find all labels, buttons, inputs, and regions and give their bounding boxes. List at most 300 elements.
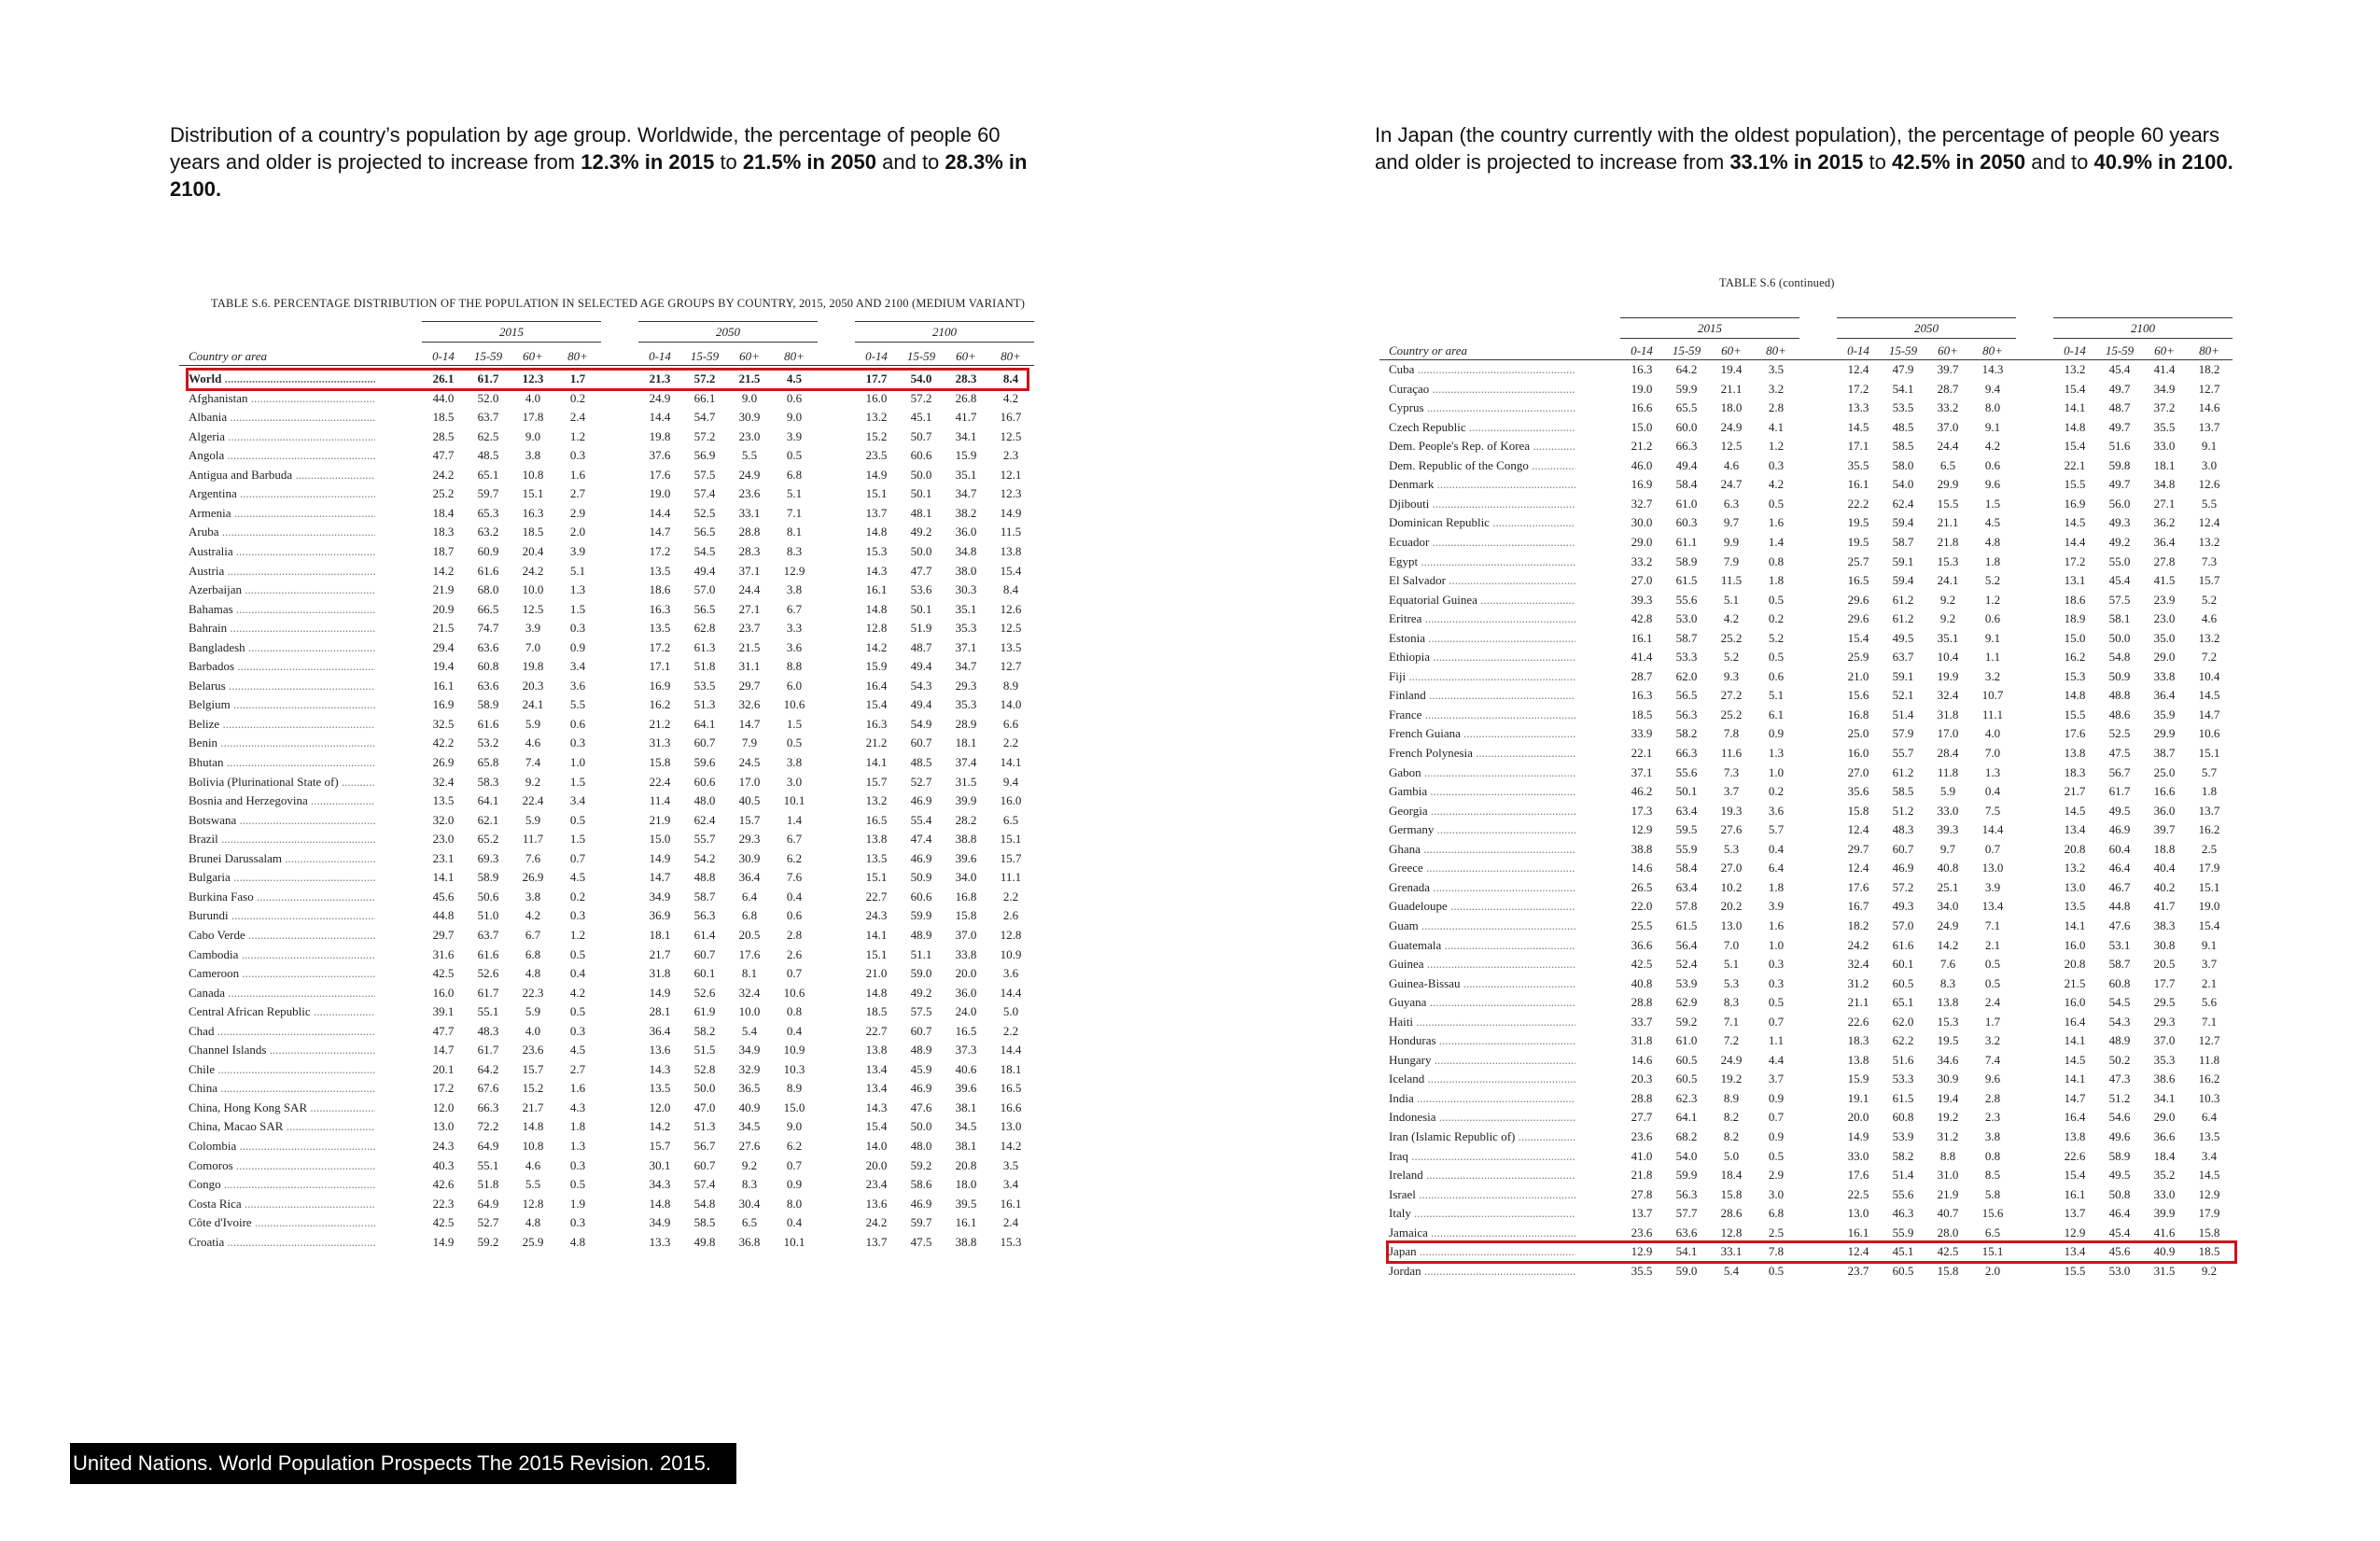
value-cell: 61.6: [477, 716, 499, 731]
value-cell: 2.7: [569, 1061, 586, 1076]
value-cell: 49.4: [910, 659, 932, 674]
value-cell: 16.1: [1847, 477, 1869, 492]
value-cell: 25.2: [1720, 707, 1743, 721]
value-cell: 10.8: [522, 1139, 544, 1153]
value-cell: 55.6: [1892, 1186, 1914, 1201]
value-cell: 24.9: [1720, 1052, 1743, 1067]
value-cell: 55.9: [1675, 841, 1698, 856]
value-cell: 8.1: [741, 966, 758, 981]
value-cell: 12.7: [1000, 659, 1022, 674]
value-cell: 50.8: [2108, 1186, 2131, 1201]
value-cell: 0.6: [569, 716, 586, 731]
value-cell: 37.0: [1937, 419, 1959, 434]
value-cell: 58.9: [477, 697, 499, 712]
value-cell: 1.8: [1984, 553, 2001, 568]
value-cell: 15.1: [865, 870, 888, 885]
value-cell: 37.1: [955, 639, 977, 654]
value-cell: 49.5: [1892, 630, 1914, 645]
country-name: Ecuador .....: [1389, 535, 1575, 550]
value-cell: 8.4: [1002, 371, 1019, 385]
value-cell: 41.4: [2153, 362, 2176, 376]
value-cell: 45.1: [910, 410, 932, 425]
value-cell: 2.0: [1984, 1263, 2001, 1278]
value-cell: 4.5: [569, 870, 586, 885]
value-cell: 33.0: [1937, 803, 1959, 818]
value-cell: 0.6: [786, 908, 803, 923]
value-cell: 15.5: [1937, 496, 1959, 511]
value-cell: 14.9: [432, 1234, 455, 1249]
table-row: [1379, 535, 2243, 553]
age-group-header: 60+: [523, 349, 543, 363]
value-cell: 15.5: [2064, 1263, 2086, 1278]
value-cell: 3.9: [1768, 899, 1785, 914]
value-cell: 10.0: [522, 582, 544, 597]
table-row: [1379, 880, 2243, 899]
value-cell: 9.7: [1723, 515, 1740, 530]
value-cell: 18.1: [955, 735, 977, 750]
value-cell: 10.9: [1000, 946, 1022, 961]
value-cell: 48.9: [910, 927, 932, 942]
value-cell: 21.2: [865, 735, 888, 750]
age-group-header: 0-14: [432, 349, 455, 363]
value-cell: 13.7: [865, 1234, 888, 1249]
value-cell: 4.6: [525, 1157, 541, 1172]
value-cell: 34.9: [649, 1215, 671, 1230]
value-cell: 28.5: [432, 428, 455, 443]
value-cell: 15.5: [2064, 477, 2086, 492]
value-cell: 52.6: [693, 985, 716, 1000]
value-cell: 3.7: [1723, 784, 1740, 799]
value-cell: 62.2: [1892, 1033, 1914, 1048]
value-cell: 2.0: [569, 525, 586, 539]
value-cell: 48.9: [2108, 1033, 2131, 1048]
value-cell: 61.2: [1892, 764, 1914, 779]
value-cell: 49.4: [693, 563, 716, 578]
value-cell: 34.0: [955, 870, 977, 885]
table-row: [1379, 669, 2243, 688]
value-cell: 14.2: [432, 563, 455, 578]
table-row: [179, 1081, 1029, 1100]
country-name: Dominican Republic .....: [1389, 515, 1575, 530]
value-cell: 0.4: [786, 1023, 803, 1038]
value-cell: 22.6: [2064, 1148, 2086, 1163]
value-cell: 15.2: [865, 428, 888, 443]
table-row: [1379, 976, 2243, 995]
value-cell: 12.8: [1720, 1225, 1743, 1240]
table-row: [179, 1235, 1029, 1254]
value-cell: 13.4: [2064, 822, 2086, 837]
value-cell: 13.2: [865, 793, 888, 808]
table-row: [1379, 1206, 2243, 1225]
table-row: [179, 793, 1029, 812]
country-name: Canada .....: [189, 986, 375, 1001]
value-cell: 13.4: [865, 1061, 888, 1076]
table-row: [1379, 497, 2243, 515]
value-cell: 60.3: [1675, 515, 1698, 530]
value-cell: 5.9: [525, 812, 541, 827]
value-cell: 8.1: [786, 525, 803, 539]
value-cell: 57.2: [693, 428, 716, 443]
table-row: [179, 506, 1029, 525]
value-cell: 54.0: [1892, 477, 1914, 492]
value-cell: 51.8: [693, 659, 716, 674]
value-cell: 6.1: [1768, 707, 1785, 721]
table-row: [1379, 573, 2243, 592]
value-cell: 1.5: [569, 601, 586, 616]
value-cell: 36.6: [1631, 937, 1653, 952]
value-cell: 29.7: [432, 927, 455, 942]
value-cell: 0.3: [569, 448, 586, 463]
value-cell: 37.4: [955, 755, 977, 769]
value-cell: 10.3: [2198, 1090, 2220, 1105]
value-cell: 9.0: [525, 428, 541, 443]
value-cell: 58.2: [693, 1023, 716, 1038]
value-cell: 9.2: [1939, 611, 1956, 626]
value-cell: 63.6: [477, 678, 499, 693]
value-cell: 7.5: [1984, 803, 2001, 818]
value-cell: 14.4: [649, 505, 671, 520]
value-cell: 61.6: [477, 563, 499, 578]
value-cell: 61.5: [1892, 1090, 1914, 1105]
value-cell: 61.2: [1892, 592, 1914, 607]
country-name: Grenada .....: [1389, 880, 1575, 895]
value-cell: 7.6: [525, 850, 541, 865]
value-cell: 12.6: [1000, 601, 1022, 616]
value-cell: 16.3: [1631, 688, 1653, 703]
value-cell: 16.9: [649, 678, 671, 693]
value-cell: 29.7: [738, 678, 761, 693]
value-cell: 13.3: [1847, 400, 1869, 415]
table-row: [179, 735, 1029, 754]
value-cell: 24.2: [865, 1215, 888, 1230]
value-cell: 53.3: [1675, 650, 1698, 665]
value-cell: 9.7: [1939, 841, 1956, 856]
value-cell: 24.7: [1720, 477, 1743, 492]
value-cell: 61.5: [1675, 918, 1698, 932]
table-row: [179, 1100, 1029, 1119]
value-cell: 60.7: [693, 735, 716, 750]
value-cell: 22.1: [2064, 457, 2086, 472]
value-cell: 59.2: [477, 1234, 499, 1249]
value-cell: 14.4: [1000, 985, 1022, 1000]
value-cell: 48.8: [2108, 688, 2131, 703]
value-cell: 14.5: [2064, 1052, 2086, 1067]
value-cell: 40.5: [738, 793, 761, 808]
value-cell: 3.8: [525, 448, 541, 463]
value-cell: 58.4: [1675, 861, 1698, 876]
value-cell: 2.8: [786, 927, 803, 942]
value-cell: 15.9: [865, 659, 888, 674]
value-cell: 1.0: [569, 755, 586, 769]
value-cell: 61.1: [1675, 534, 1698, 549]
country-name: Egypt .....: [1389, 554, 1575, 569]
country-name: Dem. Republic of the Congo .....: [1389, 458, 1575, 473]
country-name: China, Hong Kong SAR .....: [189, 1100, 375, 1115]
value-cell: 12.5: [1000, 428, 1022, 443]
value-cell: 5.1: [1768, 688, 1785, 703]
value-cell: 63.7: [477, 927, 499, 942]
value-cell: 42.5: [432, 1215, 455, 1230]
value-cell: 53.9: [1675, 975, 1698, 990]
value-cell: 16.3: [649, 601, 671, 616]
age-group-header: 15-59: [1888, 343, 1918, 357]
country-name: Cabo Verde .....: [189, 928, 375, 943]
value-cell: 48.1: [910, 505, 932, 520]
value-cell: 1.4: [786, 812, 803, 827]
value-cell: 62.8: [693, 621, 716, 636]
value-cell: 21.0: [865, 966, 888, 981]
country-name: Fiji .....: [1389, 669, 1575, 684]
value-cell: 11.7: [522, 832, 544, 847]
value-cell: 20.8: [2064, 957, 2086, 972]
value-cell: 59.9: [910, 908, 932, 923]
value-cell: 16.6: [1631, 400, 1653, 415]
value-cell: 13.8: [1937, 995, 1959, 1010]
caption-left-text-3: and to: [876, 150, 945, 174]
value-cell: 34.3: [649, 1177, 671, 1192]
value-cell: 65.3: [477, 505, 499, 520]
value-cell: 7.3: [1723, 764, 1740, 779]
value-cell: 15.7: [738, 812, 761, 827]
value-cell: 14.9: [649, 850, 671, 865]
value-cell: 16.3: [1631, 362, 1653, 376]
value-cell: 13.4: [1981, 899, 2004, 914]
value-cell: 3.6: [569, 678, 586, 693]
value-cell: 27.0: [1847, 764, 1869, 779]
value-cell: 14.7: [738, 716, 761, 731]
value-cell: 13.5: [649, 621, 671, 636]
country-name: Ireland .....: [1389, 1168, 1575, 1183]
value-cell: 31.5: [2153, 1263, 2176, 1278]
value-cell: 23.6: [738, 486, 761, 501]
value-cell: 4.0: [525, 1023, 541, 1038]
country-header: Country or area: [189, 349, 268, 363]
value-cell: 0.2: [1768, 611, 1785, 626]
value-cell: 17.9: [2198, 861, 2220, 876]
value-cell: 16.2: [2064, 650, 2086, 665]
value-cell: 0.5: [786, 448, 803, 463]
value-cell: 57.4: [693, 486, 716, 501]
value-cell: 8.0: [786, 1196, 803, 1211]
table-row: [1379, 1168, 2243, 1186]
value-cell: 12.4: [1847, 822, 1869, 837]
value-cell: 12.4: [1847, 362, 1869, 376]
caption-left-value-2015: 12.3% in 2015: [581, 150, 715, 174]
value-cell: 14.8: [522, 1119, 544, 1134]
country-name: Aruba .....: [189, 525, 375, 539]
value-cell: 46.9: [910, 793, 932, 808]
table-row: [1379, 1149, 2243, 1168]
value-cell: 60.7: [910, 1023, 932, 1038]
value-cell: 12.9: [1631, 1244, 1653, 1259]
value-cell: 7.8: [1768, 1244, 1785, 1259]
value-cell: 18.8: [2153, 841, 2176, 856]
value-cell: 2.6: [1002, 908, 1019, 923]
country-name: Guam .....: [1389, 918, 1575, 933]
value-cell: 9.4: [1002, 774, 1019, 789]
value-cell: 0.8: [1768, 553, 1785, 568]
value-cell: 33.0: [2153, 1186, 2176, 1201]
value-cell: 66.3: [1675, 746, 1698, 760]
value-cell: 61.0: [1675, 1033, 1698, 1048]
value-cell: 19.4: [432, 659, 455, 674]
value-cell: 16.9: [2064, 496, 2086, 511]
table-row: [1379, 899, 2243, 918]
value-cell: 50.1: [910, 486, 932, 501]
value-cell: 1.8: [2201, 784, 2218, 799]
value-cell: 25.7: [1847, 553, 1869, 568]
value-cell: 0.8: [1984, 1148, 2001, 1163]
value-cell: 4.1: [1768, 419, 1785, 434]
age-group-header: 80+: [1001, 349, 1021, 363]
table-row: [1379, 362, 2243, 381]
value-cell: 3.9: [786, 428, 803, 443]
value-cell: 61.7: [477, 985, 499, 1000]
value-cell: 14.3: [865, 563, 888, 578]
value-cell: 52.6: [477, 966, 499, 981]
table-row: [179, 947, 1029, 966]
value-cell: 34.7: [955, 659, 977, 674]
value-cell: 14.6: [1631, 1052, 1653, 1067]
source-citation: United Nations. World Population Prospects The 2015 Revision. 2015.: [70, 1443, 736, 1484]
caption-left-value-2050: 21.5% in 2050: [742, 150, 877, 174]
value-cell: 46.7: [2108, 879, 2131, 894]
value-cell: 14.7: [649, 525, 671, 539]
value-cell: 51.2: [2108, 1090, 2131, 1105]
value-cell: 35.3: [955, 621, 977, 636]
value-cell: 16.0: [2064, 995, 2086, 1010]
value-cell: 47.4: [910, 832, 932, 847]
value-cell: 0.5: [1768, 592, 1785, 607]
value-cell: 1.9: [569, 1196, 586, 1211]
year-rule: [422, 321, 601, 322]
value-cell: 16.2: [649, 697, 671, 712]
value-cell: 45.9: [910, 1061, 932, 1076]
value-cell: 52.5: [693, 505, 716, 520]
value-cell: 49.3: [2108, 515, 2131, 530]
value-cell: 59.9: [1675, 381, 1698, 396]
value-cell: 23.0: [738, 428, 761, 443]
value-cell: 36.0: [955, 985, 977, 1000]
value-cell: 41.5: [2153, 573, 2176, 588]
value-cell: 2.3: [1002, 448, 1019, 463]
caption-left-value-2100: 28.3% in 2100.: [170, 150, 1028, 201]
value-cell: 13.8: [2064, 746, 2086, 760]
value-cell: 61.3: [693, 639, 716, 654]
value-cell: 45.6: [432, 889, 455, 904]
table-row: [179, 813, 1029, 832]
country-name: Guyana .....: [1389, 995, 1575, 1010]
value-cell: 13.3: [649, 1234, 671, 1249]
value-cell: 40.9: [2153, 1244, 2176, 1259]
value-cell: 4.5: [786, 371, 803, 385]
value-cell: 21.5: [432, 621, 455, 636]
value-cell: 14.1: [2064, 918, 2086, 932]
value-cell: 15.3: [1000, 1234, 1022, 1249]
value-cell: 15.0: [1631, 419, 1653, 434]
value-cell: 14.5: [2198, 688, 2220, 703]
value-cell: 6.6: [1002, 716, 1019, 731]
value-cell: 27.7: [1631, 1110, 1653, 1125]
value-cell: 15.4: [2064, 1168, 2086, 1183]
value-cell: 1.5: [1984, 496, 2001, 511]
value-cell: 5.7: [1768, 822, 1785, 837]
value-cell: 9.3: [1723, 668, 1740, 683]
value-cell: 3.5: [1768, 362, 1785, 376]
value-cell: 16.7: [1847, 899, 1869, 914]
value-cell: 58.5: [693, 1215, 716, 1230]
value-cell: 40.9: [738, 1100, 761, 1114]
value-cell: 19.0: [1631, 381, 1653, 396]
value-cell: 0.5: [1768, 496, 1785, 511]
value-cell: 4.8: [525, 966, 541, 981]
country-name: Curaçao .....: [1389, 382, 1575, 397]
value-cell: 15.1: [1000, 832, 1022, 847]
value-cell: 2.2: [1002, 889, 1019, 904]
value-cell: 14.9: [865, 467, 888, 482]
value-cell: 12.7: [2198, 1033, 2220, 1048]
value-cell: 68.2: [1675, 1129, 1698, 1143]
value-cell: 64.1: [693, 716, 716, 731]
value-cell: 0.9: [1768, 726, 1785, 741]
value-cell: 61.2: [1892, 611, 1914, 626]
value-cell: 8.3: [786, 543, 803, 558]
value-cell: 10.3: [783, 1061, 805, 1076]
country-name: India .....: [1389, 1091, 1575, 1106]
value-cell: 15.5: [2064, 707, 2086, 721]
country-name: Italy .....: [1389, 1206, 1575, 1221]
value-cell: 18.7: [432, 543, 455, 558]
value-cell: 66.5: [477, 601, 499, 616]
value-cell: 15.3: [865, 543, 888, 558]
value-cell: 42.8: [1631, 611, 1653, 626]
value-cell: 66.1: [693, 390, 716, 405]
value-cell: 14.3: [1981, 362, 2004, 376]
value-cell: 13.6: [649, 1043, 671, 1058]
value-cell: 1.6: [569, 1081, 586, 1096]
value-cell: 60.8: [1892, 1110, 1914, 1125]
value-cell: 5.1: [569, 563, 586, 578]
value-cell: 31.0: [1937, 1168, 1959, 1183]
value-cell: 3.2: [1768, 381, 1785, 396]
value-cell: 48.5: [910, 755, 932, 769]
value-cell: 22.7: [865, 1023, 888, 1038]
value-cell: 18.2: [2198, 362, 2220, 376]
country-name: Iceland .....: [1389, 1072, 1575, 1086]
value-cell: 16.4: [2064, 1110, 2086, 1125]
value-cell: 10.0: [738, 1004, 761, 1019]
value-cell: 16.8: [955, 889, 977, 904]
value-cell: 49.7: [2108, 419, 2131, 434]
value-cell: 61.6: [1892, 937, 1914, 952]
value-cell: 33.9: [1631, 726, 1653, 741]
value-cell: 14.0: [1000, 697, 1022, 712]
value-cell: 60.8: [477, 659, 499, 674]
age-group-header: 15-59: [1672, 343, 1701, 357]
value-cell: 28.9: [955, 716, 977, 731]
value-cell: 35.5: [1847, 457, 1869, 472]
value-cell: 18.9: [2064, 611, 2086, 626]
value-cell: 13.8: [2064, 1129, 2086, 1143]
value-cell: 0.4: [786, 889, 803, 904]
country-name: Ethiopia .....: [1389, 650, 1575, 665]
value-cell: 16.7: [1000, 410, 1022, 425]
value-cell: 8.4: [1002, 582, 1019, 597]
country-name: Bahamas .....: [189, 602, 375, 617]
value-cell: 39.1: [432, 1004, 455, 1019]
value-cell: 18.3: [432, 525, 455, 539]
value-cell: 15.7: [522, 1061, 544, 1076]
